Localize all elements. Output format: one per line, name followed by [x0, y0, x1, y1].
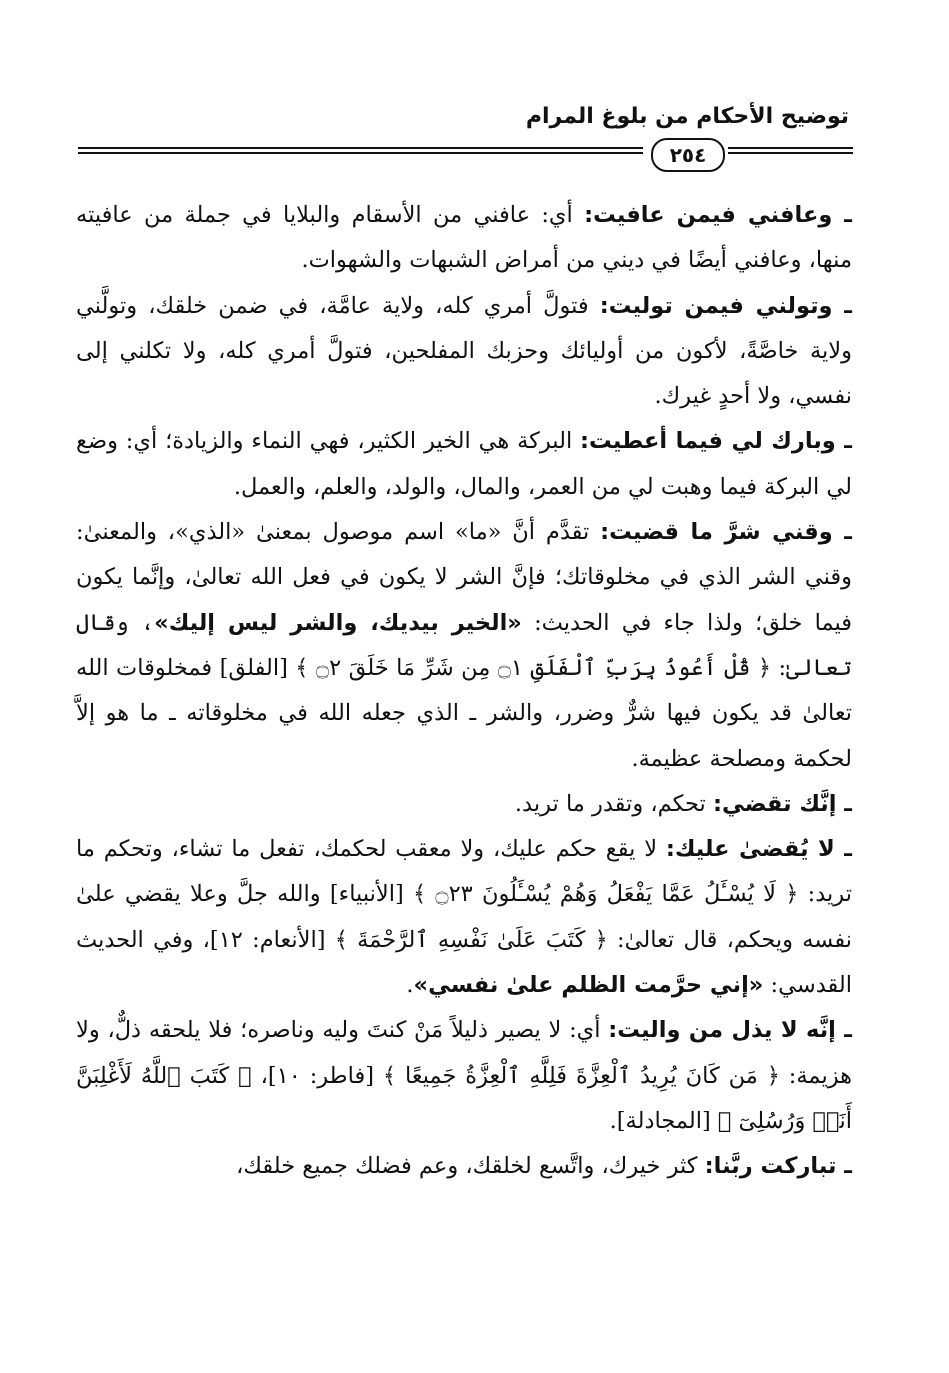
running-title: توضيح الأحكام من بلوغ المرام	[525, 104, 849, 129]
entry-term: ـ وتولني فيمن توليت:	[599, 292, 852, 319]
hadith-quote: «إني حرَّمت الظلم علىٰ نفسي»	[413, 972, 764, 999]
entry-tawallani	[76, 284, 852, 420]
entry-qini	[76, 510, 852, 782]
entry-text: .	[406, 972, 414, 999]
entry-term: ـ وبارك لي فيما أعطيت:	[580, 428, 852, 455]
entry-term: ـ وعافني فيمن عافيت:	[584, 202, 852, 228]
page-body	[76, 193, 852, 1190]
entry-innaka-taqdi	[76, 782, 852, 827]
entry-la-yuqda	[76, 827, 852, 1008]
entry-text: ، وقال تعالىٰ: ﴿ قُلْ أَعُوذُ بِرَبِّ ٱلْفَلَقِ ۝١ مِن شَرِّ مَا خَلَقَ ۝٢ ﴾ [الفلق] فمخلوقات الله تعالىٰ قد يكون فيها شرٌّ وضرر، والشر ـ الذي جعله الله في مخلوقاته ـ ما هو إلاَّ لحكمة ومصلحة عظيمة.	[76, 609, 852, 772]
entry-term: ـ لا يُقضىٰ عليك:	[665, 836, 852, 863]
header-rule-left	[78, 147, 643, 154]
entry-text: أي: لا يصير ذليلاً مَنْ كنتَ وليه وناصره؛ فلا يلحقه ذلٌّ، ولا هزيمة: ﴿ مَن كَانَ يُرِيدُ ٱلْعِزَّةَ فَلِلَّهِ ٱلْعِزَّةُ جَمِيعًا ﴾ [فاطر: ١٠]، ﴿ كَتَبَ ٱللَّهُ لَأَغْلِبَنَّ أَنَا۠ وَرُسُلِىٓ ﴾ [المجادلة].	[76, 1017, 852, 1134]
page-number: ٢٥٤	[651, 138, 725, 172]
entry-text: تحكم، وتقدر ما تريد.	[514, 790, 713, 817]
hadith-quote: «الخير بيديك، والشر ليس إليك»	[154, 609, 522, 636]
entry-text: تقدَّم أنَّ «ما» اسم موصول بمعنىٰ «الذي»، والمعنىٰ: وقني الشر الذي في مخلوقاتك؛ فإنَّ الشر لا يكون في فعل الله تعالىٰ، وإنَّما يكون فيما خلق؛ ولذا جاء في الحديث:	[76, 519, 853, 636]
entry-text: لا يقع حكم عليك، ولا معقب لحكمك، تفعل ما تشاء، وتحكم ما تريد: ﴿ لَا يُسْـَٔلُ عَمَّا يَفْعَلُ وَهُمْ يُسْـَٔلُونَ ۝٢٣ ﴾ [الأنبياء] والله جلَّ وعلا يقضي علىٰ نفسه ويحكم، قال تعالىٰ: ﴿ كَتَبَ عَلَىٰ نَفْسِهِ ٱلرَّحْمَةَ ﴾ [الأنعام: ١٢]، وفي الحديث القدسي:	[76, 836, 852, 999]
entry-text: فتولَّ أمري كله، ولاية عامَّة، في ضمن خلقك، وتولَّني ولاية خاصَّةً، لأكون من أوليائك وحزبك المفلحين، فتولَّ أمري كله، ولا تكلني إلى نفسي، ولا أحدٍ غيرك.	[76, 292, 852, 410]
entry-term: ـ إنَّك تقضي:	[712, 790, 852, 817]
entry-barik	[76, 419, 852, 510]
entry-text: كثر خيرك، واتَّسع لخلقك، وعم فضلك جميع خلقك،	[236, 1153, 705, 1180]
entry-term: ـ تباركت ربَّنا:	[704, 1153, 852, 1180]
entry-tabarakta	[76, 1144, 852, 1189]
header-rule	[78, 138, 853, 172]
entry-text: أي: عافني من الأسقام والبلايا في جملة من عافيته منها، وعافني أيضًا في ديني من أمراض الشبهات والشهوات.	[76, 202, 852, 274]
entry-term: ـ وقني شرَّ ما قضيت:	[600, 519, 852, 546]
entry-afini	[76, 193, 852, 284]
entry-term: ـ إنَّه لا يذل من واليت:	[608, 1017, 852, 1044]
entry-text: البركة هي الخير الكثير، فهي النماء والزيادة؛ أي: وضع لي البركة فيما وهبت لي من العمر، والمال، والولد، والعلم، والعمل.	[76, 428, 852, 500]
header-rule-right	[728, 147, 853, 154]
entry-la-yadhillu	[76, 1008, 852, 1144]
